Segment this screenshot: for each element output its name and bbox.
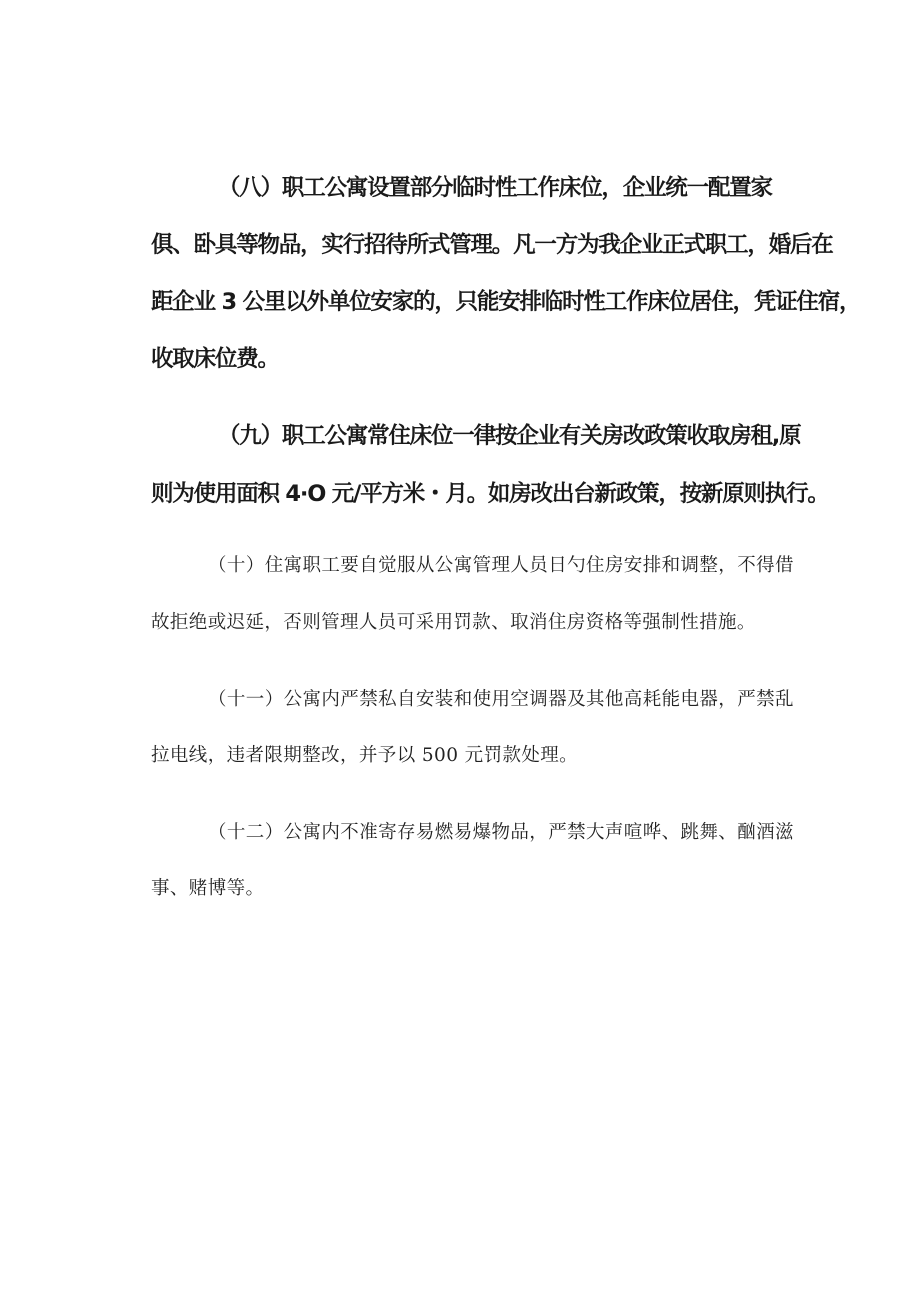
paragraph-10-line-1: （十）住寓职工要自觉服从公寓管理人员日勺住房安排和调整，不得借: [208, 555, 794, 576]
paragraph-12-line-1: （十二）公寓内不准寄存易燃易爆物品，严禁大声喧哗、跳舞、酗酒滋: [208, 822, 794, 843]
paragraph-12-line-2: 事、赌博等。: [151, 878, 265, 899]
paragraph-10-line-2: 故拒绝或迟延，否则管理人员可采用罚款、取消住房资格等强制性措施。: [151, 612, 756, 633]
paragraph-8-line-3: 距企业 3 公里以外单位安家的，只能安排临时性工作床位居住，凭证住宿，: [151, 289, 861, 315]
paragraph-9-line-1: （九）职工公寓常住床位一律按企业有关房改政策收取房租,原: [218, 423, 801, 449]
paragraph-11-line-1: （十一）公寓内严禁私自安装和使用空调器及其他高耗能电器，严禁乱: [208, 689, 794, 710]
paragraph-8-line-4: 收取床位费。: [151, 346, 279, 372]
paragraph-11-line-2: 拉电线，违者限期整改，并予以 500 元罚款处理。: [151, 745, 579, 766]
paragraph-9-line-2: 则为使用面积 4·O 元/平方米・月。如房改出台新政策，按新原则执行。: [151, 481, 829, 507]
paragraph-8-line-1: （八）职工公寓设置部分临时性工作床位，企业统一配置家: [218, 175, 772, 201]
paragraph-8-line-2: 俱、卧具等物品，实行招待所式管理。凡一方为我企业正式职工，婚后在: [151, 232, 833, 258]
